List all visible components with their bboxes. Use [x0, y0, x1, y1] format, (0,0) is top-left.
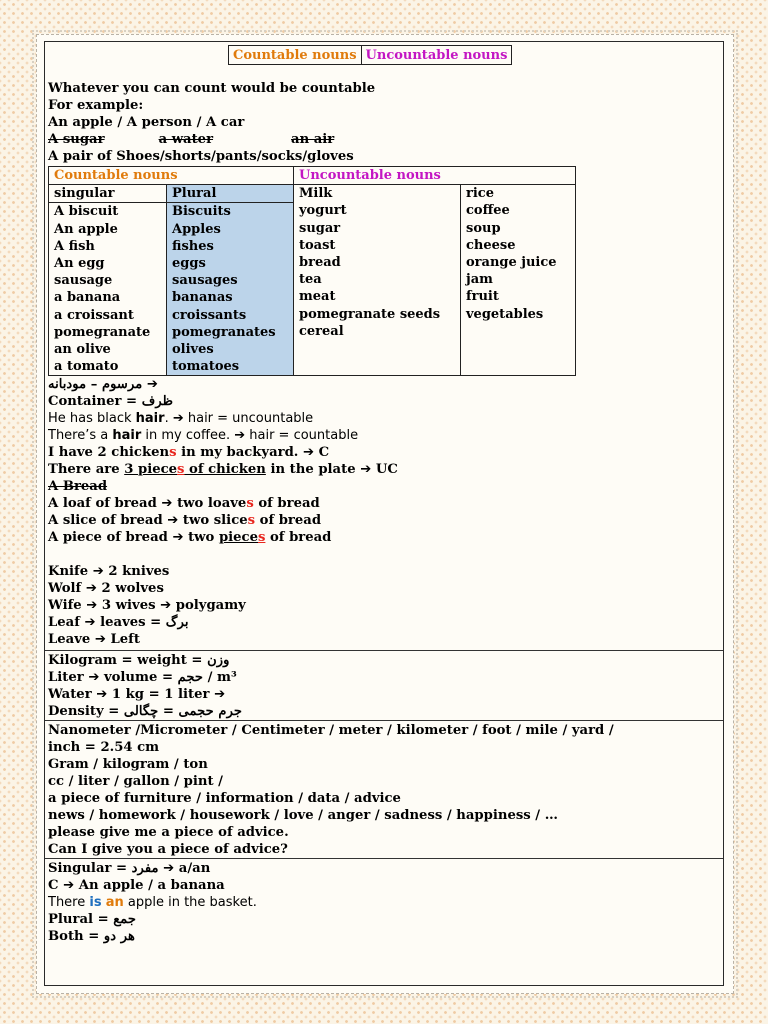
- struck-a-bread: A Bread: [48, 479, 108, 494]
- list-item: pomegranates: [172, 324, 276, 340]
- plural-header: Plural: [167, 185, 294, 203]
- both-line: Both = هر دو: [48, 929, 135, 944]
- loaf-line: A loaf of bread ➔ two loaves of bread: [48, 496, 320, 511]
- pieces-of-chicken-line: There are 3 pieces of chicken in the plate ➔ UC: [48, 462, 398, 477]
- list-item: fruit: [466, 289, 499, 305]
- uncountable-col-1: [294, 185, 461, 376]
- intro-line-3: An apple / A person / A car: [48, 115, 245, 130]
- struck-a-sugar: A sugar: [48, 132, 105, 147]
- plural-col: [167, 203, 294, 376]
- list-item: a tomato: [54, 359, 119, 375]
- container-line: Container = ظرف: [48, 394, 174, 409]
- worksheet-page: [36, 34, 734, 994]
- list-item: An apple: [54, 221, 118, 237]
- hair-countable-line: There’s a hair in my coffee. ➔ hair = countable: [48, 428, 359, 443]
- hair-uncountable-line: He has black hair. ➔ hair = uncountable: [48, 411, 314, 426]
- kilogram-line: Kilogram = weight = وزن: [48, 653, 230, 668]
- list-item: A fish: [54, 238, 95, 254]
- list-item: toast: [299, 237, 336, 253]
- list-item: croissants: [172, 307, 247, 323]
- list-item: An egg: [54, 256, 105, 272]
- volume-units-line: cc / liter / gallon / pint /: [48, 774, 223, 789]
- list-item: soup: [466, 220, 501, 236]
- right-arrow-icon: ➔: [146, 377, 158, 392]
- right-arrow-icon: ➔: [167, 513, 179, 528]
- struck-an-air: an air: [291, 132, 335, 147]
- leaf-line: Leaf ➔ leaves = برگ: [48, 615, 189, 630]
- right-arrow-icon: ➔: [160, 598, 172, 613]
- list-item: tomatoes: [172, 359, 240, 375]
- intro-line-5: A pair of Shoes/shorts/pants/socks/gloves: [48, 149, 354, 164]
- piece-of-line: a piece of furniture / information / data / advice: [48, 791, 401, 806]
- right-arrow-icon: ➔: [163, 861, 175, 876]
- advice-request-line: please give me a piece of advice.: [48, 825, 289, 840]
- intro-line-1: Whatever you can count would be countable: [48, 81, 376, 96]
- right-arrow-icon: ➔: [172, 411, 184, 426]
- knife-line: Knife ➔ 2 knives: [48, 564, 170, 579]
- list-item: tea: [299, 272, 322, 288]
- right-arrow-icon: ➔: [161, 496, 173, 511]
- list-item: Biscuits: [172, 204, 231, 220]
- list-item: pomegranate: [54, 324, 151, 340]
- slice-line: A slice of bread ➔ two slices of bread: [48, 513, 322, 528]
- intro-line-4: [48, 131, 334, 148]
- uncountable-abstract-line: news / homework / housework / love / anger / sadness / happiness / …: [48, 808, 558, 823]
- section-divider: [45, 650, 724, 651]
- section-divider: [45, 858, 724, 859]
- list-item: rice: [466, 186, 494, 202]
- list-item: A biscuit: [54, 204, 119, 220]
- note-line-persian: مرسوم – مودبانه ➔: [48, 377, 158, 392]
- list-item: yogurt: [299, 203, 347, 219]
- right-arrow-icon: ➔: [96, 687, 108, 702]
- list-item: a banana: [54, 290, 121, 306]
- list-item: an olive: [54, 342, 111, 358]
- singular-header: singular: [49, 185, 167, 203]
- wolf-line: Wolf ➔ 2 wolves: [48, 581, 164, 596]
- countable-example-line: C ➔ An apple / a banana: [48, 878, 225, 893]
- right-arrow-icon: ➔: [85, 581, 97, 596]
- water-line: Water ➔ 1 kg = 1 liter ➔: [48, 687, 226, 702]
- right-arrow-icon: ➔: [88, 670, 100, 685]
- right-arrow-icon: ➔: [92, 564, 104, 579]
- liter-line: Liter ➔ volume = حجم / m³: [48, 670, 237, 685]
- list-item: jam: [466, 272, 493, 288]
- uncountable-col-2: [461, 185, 576, 376]
- right-arrow-icon: ➔: [94, 632, 106, 647]
- table-uncountable-header: Uncountable nouns: [294, 167, 576, 185]
- list-item: Apples: [172, 221, 221, 237]
- uncountable-nouns-heading: Uncountable nouns: [361, 46, 512, 65]
- list-item: sugar: [299, 220, 341, 236]
- right-arrow-icon: ➔: [303, 445, 315, 460]
- list-item: fishes: [172, 238, 214, 254]
- nouns-table: [48, 166, 576, 376]
- list-item: eggs: [172, 256, 206, 272]
- section-divider: [45, 720, 724, 721]
- list-item: sausages: [172, 273, 238, 289]
- list-item: coffee: [466, 203, 510, 219]
- list-item: pomegranate seeds: [299, 306, 441, 322]
- plural-line: Plural = جمع: [48, 912, 137, 927]
- table-countable-header: Countable nouns: [49, 167, 294, 185]
- units-length-line: Nanometer /Micrometer / Centimeter / meter / kilometer / foot / mile / yard /: [48, 723, 614, 738]
- right-arrow-icon: ➔: [84, 615, 96, 630]
- header-table: [228, 45, 512, 65]
- advice-question-line: Can I give you a piece of advice?: [48, 842, 288, 857]
- list-item: Milk: [299, 186, 333, 202]
- right-arrow-icon: ➔: [63, 878, 75, 893]
- piece-line: A piece of bread ➔ two pieces of bread: [48, 530, 332, 545]
- mass-units-line: Gram / kilogram / ton: [48, 757, 208, 772]
- list-item: meat: [299, 289, 336, 305]
- intro-line-2: For example:: [48, 98, 144, 113]
- right-arrow-icon: ➔: [234, 428, 246, 443]
- wife-line: Wife ➔ 3 wives ➔ polygamy: [48, 598, 246, 613]
- right-arrow-icon: ➔: [360, 462, 372, 477]
- struck-a-water: a water: [158, 132, 214, 147]
- basket-sentence-line: There is an apple in the basket.: [48, 895, 257, 910]
- list-item: olives: [172, 342, 214, 358]
- list-item: orange juice: [466, 255, 557, 271]
- list-item: cereal: [299, 323, 344, 339]
- list-item: bananas: [172, 290, 233, 306]
- list-item: a croissant: [54, 307, 134, 323]
- right-arrow-icon: ➔: [86, 598, 98, 613]
- density-line: Density = جرم حجمی = چگالی: [48, 704, 243, 719]
- inch-line: inch = 2.54 cm: [48, 740, 160, 755]
- right-arrow-icon: ➔: [172, 530, 184, 545]
- list-item: vegetables: [466, 306, 544, 322]
- countable-nouns-heading: Countable nouns: [229, 46, 362, 65]
- singular-line: Singular = مفرد ➔ a/an: [48, 861, 211, 876]
- list-item: bread: [299, 255, 341, 271]
- chickens-line: I have 2 chickens in my backyard. ➔ C: [48, 445, 330, 460]
- list-item: sausage: [54, 273, 113, 289]
- leave-line: Leave ➔ Left: [48, 632, 140, 647]
- singular-col: [49, 203, 167, 376]
- list-item: cheese: [466, 237, 516, 253]
- content-frame: [44, 41, 724, 986]
- right-arrow-icon: ➔: [214, 687, 226, 702]
